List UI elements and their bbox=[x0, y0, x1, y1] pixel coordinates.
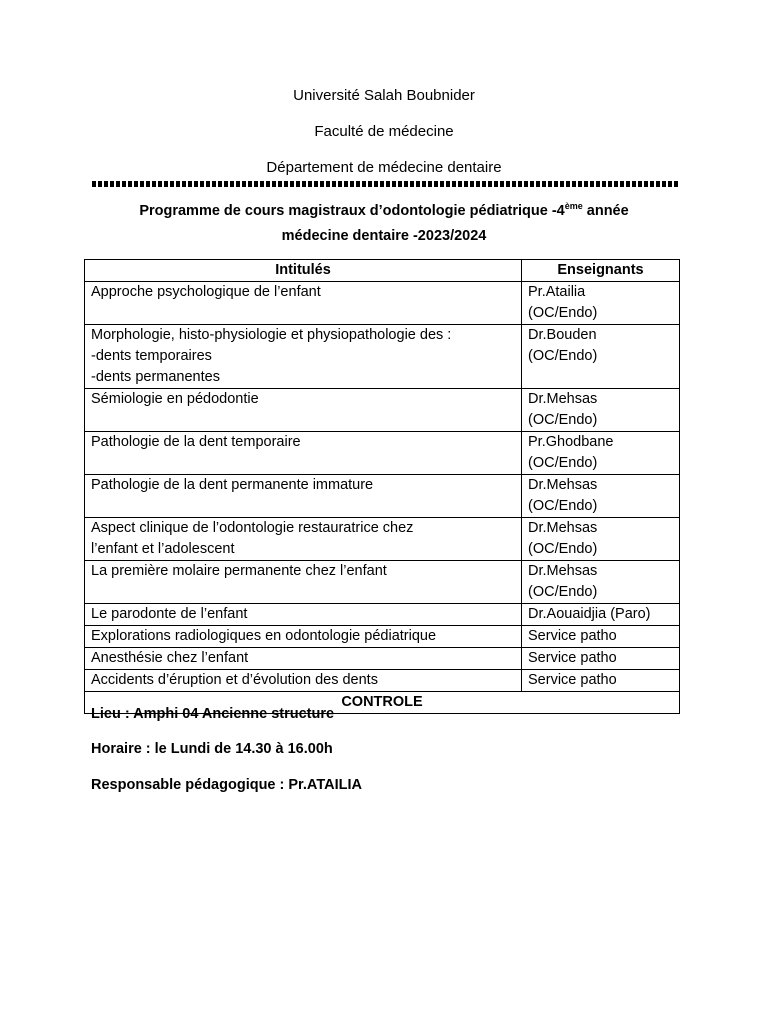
course-title-line: La première molaire permanente chez l’enfant bbox=[91, 563, 387, 579]
teacher-line: (OC/Endo) bbox=[528, 412, 598, 428]
course-title-line: Accidents d’éruption et d’évolution des dents bbox=[91, 672, 378, 688]
teacher-cell bbox=[522, 518, 680, 561]
table-header-row bbox=[85, 260, 680, 282]
teacher-line: (OC/Endo) bbox=[528, 348, 598, 364]
table-row bbox=[85, 325, 680, 389]
title-suffix: année bbox=[582, 203, 629, 219]
teacher-line: Service patho bbox=[528, 650, 617, 666]
program-title-line-2: médecine dentaire -2023/2024 bbox=[281, 228, 487, 244]
course-title-line: Sémiologie en pédodontie bbox=[91, 391, 259, 407]
table-row bbox=[85, 670, 680, 692]
teacher-cell bbox=[522, 389, 680, 432]
teacher-line: (OC/Endo) bbox=[528, 541, 598, 557]
course-title-line: Pathologie de la dent temporaire bbox=[91, 434, 301, 450]
course-title-cell bbox=[85, 432, 522, 475]
table-row bbox=[85, 518, 680, 561]
department-name: Département de médecine dentaire bbox=[266, 159, 502, 176]
table-row bbox=[85, 626, 680, 648]
program-table bbox=[84, 259, 680, 714]
course-title-cell bbox=[85, 648, 522, 670]
program-title bbox=[84, 199, 684, 249]
horaire-line: Horaire : le Lundi de 14.30 à 16.00h bbox=[91, 741, 333, 757]
teacher-cell bbox=[522, 282, 680, 325]
course-title-line: Pathologie de la dent permanente immature bbox=[91, 477, 374, 493]
responsable-line: Responsable pédagogique : Pr.ATAILIA bbox=[91, 777, 362, 793]
course-title-line: -dents permanentes bbox=[91, 369, 220, 385]
teacher-line: Service patho bbox=[528, 628, 617, 644]
course-title-cell bbox=[85, 604, 522, 626]
teacher-line: (OC/Endo) bbox=[528, 305, 598, 321]
course-title-cell bbox=[85, 561, 522, 604]
course-title-cell bbox=[85, 325, 522, 389]
table-row bbox=[85, 432, 680, 475]
table-row bbox=[85, 561, 680, 604]
teacher-line: (OC/Endo) bbox=[528, 455, 598, 471]
faculty-name: Faculté de médecine bbox=[314, 123, 454, 140]
teacher-line: Dr.Mehsas bbox=[528, 391, 598, 407]
course-title-line: Explorations radiologiques en odontologie pédiatrique bbox=[91, 628, 437, 644]
teacher-line: Dr.Mehsas bbox=[528, 477, 598, 493]
controle-cell: CONTROLE bbox=[85, 692, 680, 714]
course-title-line: -dents temporaires bbox=[91, 348, 212, 364]
course-title-cell bbox=[85, 475, 522, 518]
teacher-line: Dr.Mehsas bbox=[528, 563, 598, 579]
lieu-line: Lieu : Amphi 04 Ancienne structure bbox=[91, 706, 335, 722]
table-row bbox=[85, 282, 680, 325]
teacher-cell bbox=[522, 325, 680, 389]
table-row bbox=[85, 389, 680, 432]
title-prefix: Programme de cours magistraux d’odontologie pédiatrique -4 bbox=[139, 203, 565, 219]
course-title-cell bbox=[85, 389, 522, 432]
teacher-cell bbox=[522, 648, 680, 670]
table-body bbox=[85, 282, 680, 714]
teacher-cell bbox=[522, 475, 680, 518]
university-name: Université Salah Boubnider bbox=[293, 87, 475, 104]
course-title-cell bbox=[85, 518, 522, 561]
course-title-line: Anesthésie chez l’enfant bbox=[91, 650, 249, 666]
title-superscript: ème bbox=[564, 201, 583, 211]
teacher-line: (OC/Endo) bbox=[528, 584, 598, 600]
teacher-line: Service patho bbox=[528, 672, 617, 688]
teacher-cell bbox=[522, 432, 680, 475]
teacher-line: Dr.Mehsas bbox=[528, 520, 598, 536]
course-title-line: Approche psychologique de l’enfant bbox=[91, 284, 321, 300]
table-row bbox=[85, 604, 680, 626]
table-row bbox=[85, 475, 680, 518]
teacher-line: (OC/Endo) bbox=[528, 498, 598, 514]
header-intitules: Intitulés bbox=[85, 260, 522, 282]
table-row bbox=[85, 648, 680, 670]
course-title-cell bbox=[85, 670, 522, 692]
program-title-line-1 bbox=[84, 199, 684, 224]
header-enseignants: Enseignants bbox=[522, 260, 680, 282]
teacher-line: Dr.Bouden bbox=[528, 327, 597, 343]
teacher-line: Pr.Ghodbane bbox=[528, 434, 614, 450]
teacher-cell bbox=[522, 561, 680, 604]
teacher-cell bbox=[522, 626, 680, 648]
teacher-line: Dr.Aouaidjia (Paro) bbox=[528, 606, 651, 622]
dotted-divider bbox=[92, 181, 678, 187]
course-title-line: Aspect clinique de l’odontologie restauratrice chez bbox=[91, 520, 414, 536]
teacher-cell bbox=[522, 604, 680, 626]
teacher-cell bbox=[522, 670, 680, 692]
teacher-line: Pr.Atailia bbox=[528, 284, 586, 300]
course-title-line: l’enfant et l’adolescent bbox=[91, 541, 235, 557]
course-title-cell bbox=[85, 626, 522, 648]
course-title-line: Morphologie, histo-physiologie et physiopathologie des : bbox=[91, 327, 452, 343]
course-title-cell bbox=[85, 282, 522, 325]
course-title-line: Le parodonte de l’enfant bbox=[91, 606, 248, 622]
